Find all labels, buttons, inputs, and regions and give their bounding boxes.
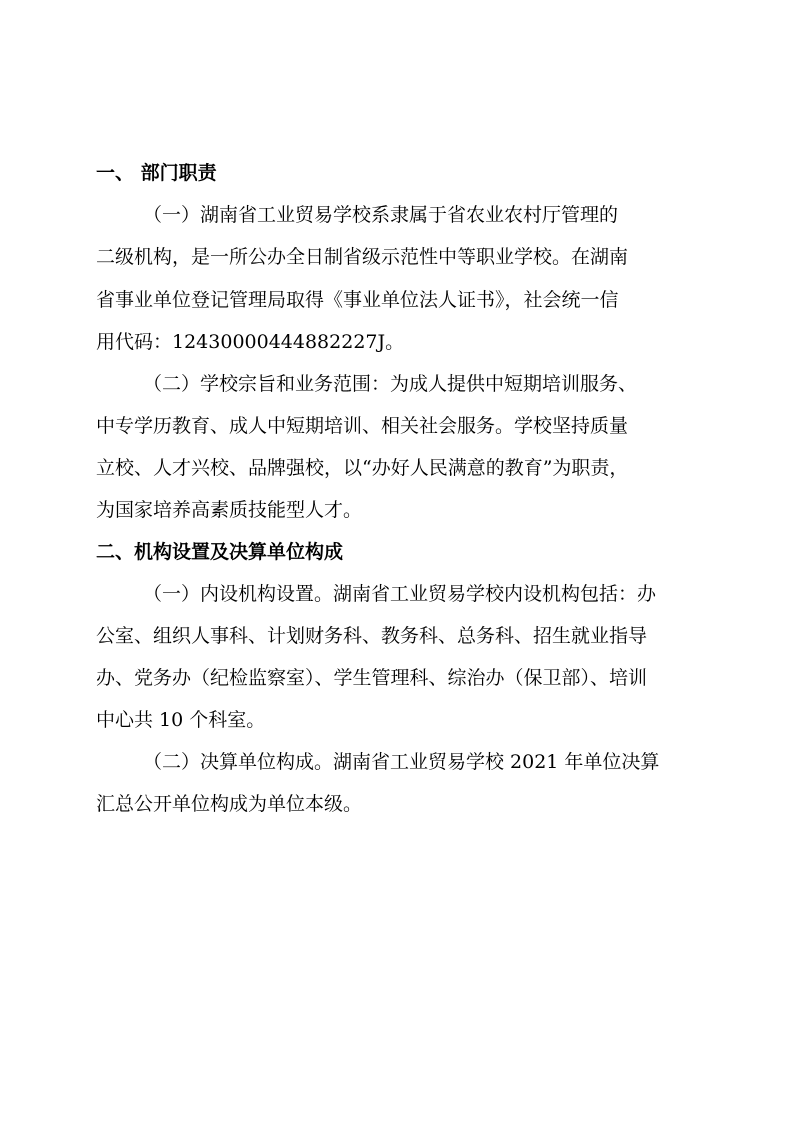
section-1-para-2-line-4: 为国家培养高素质技能型人才。 (96, 499, 363, 521)
section-1-para-1-line-1: （一）湖南省工业贸易学校系隶属于省农业农村厅管理的 (143, 204, 619, 226)
section-1-para-2-line-1: （二）学校宗旨和业务范围：为成人提供中短期培训服务、 (143, 373, 638, 395)
section-2-para-1-line-4: 中心共 10 个科室。 (96, 709, 266, 731)
section-1-heading: 一、 部门职责 (96, 162, 217, 184)
section-1-para-1-line-2: 二级机构，是一所公办全日制省级示范性中等职业学校。在湖南 (96, 246, 629, 268)
section-2-para-2-line-1: （二）决算单位构成。湖南省工业贸易学校 2021 年单位决算 (143, 751, 660, 773)
section-2-para-1-line-3: 办、党务办（纪检监察室）、学生管理科、综治办（保卫部）、培训 (96, 667, 648, 689)
section-1-para-2-line-2: 中专学历教育、成人中短期培训、相关社会服务。学校坚持质量 (96, 415, 629, 437)
section-1-para-2-line-3: 立校、人才兴校、品牌强校，以“办好人民满意的教育”为职责， (96, 457, 629, 479)
section-2-para-2-line-2: 汇总公开单位构成为单位本级。 (96, 793, 363, 815)
section-2-para-1-line-1: （一）内设机构设置。湖南省工业贸易学校内设机构包括：办 (143, 583, 657, 605)
section-2-para-1-line-2: 公室、组织人事科、计划财务科、教务科、总务科、招生就业指导 (96, 625, 648, 647)
section-1-para-1-line-4: 用代码：12430000444882227J。 (96, 331, 405, 353)
section-1-para-1-line-3: 省事业单位登记管理局取得《事业单位法人证书》，社会统一信 (96, 289, 619, 311)
section-2-heading: 二、机构设置及决算单位构成 (96, 541, 344, 563)
